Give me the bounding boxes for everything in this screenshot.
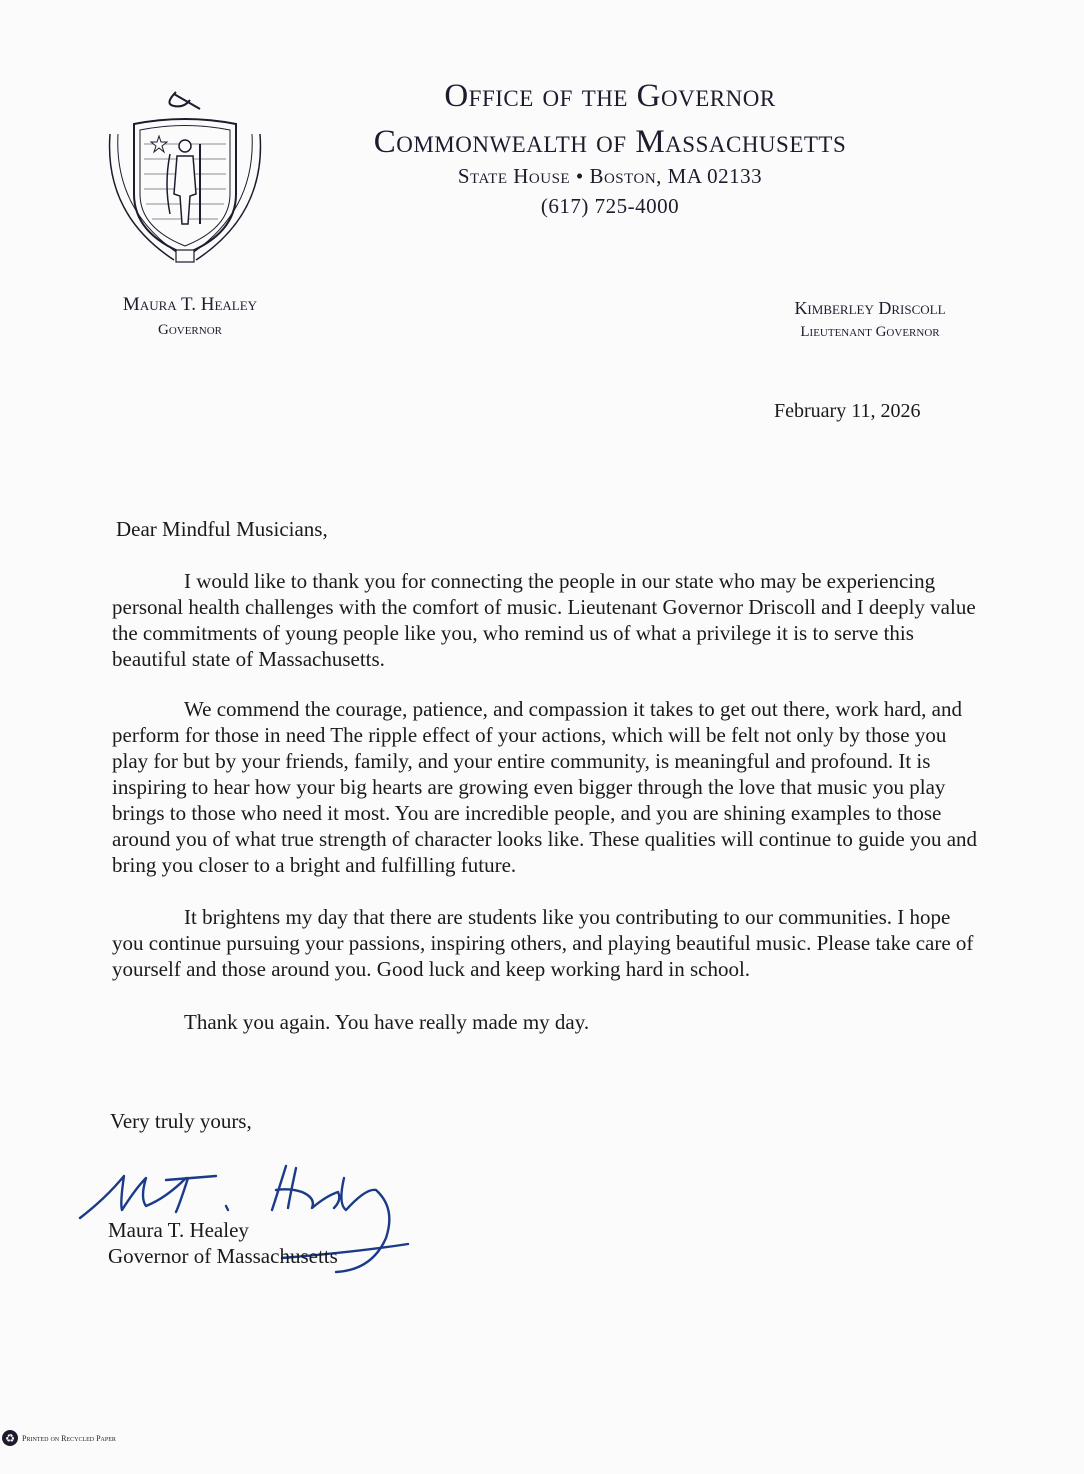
signer-name: Maura T. Healey [108,1218,249,1242]
signer-title: Governor of Massachusetts [108,1244,338,1268]
recycled-paper-note [2,1430,116,1446]
letterhead-commonwealth: Commonwealth of Massachusetts [373,124,847,160]
closing: Very truly yours, [110,1109,252,1133]
body-paragraph: We commend the courage, patience, and compassion it takes to get out there, work hard, and perform for those in need The ripple effect of your actions, which will be felt not only by those you play for but by your friends, family, and your entire community, is meaningful and profound. It is inspiring to hear how your big hearts are growing even bigger through the love that music you play brings to those who need it most. You are incredible people, and you are shining examples to those around you of what true strength of character looks like. These qualities will continue to guide you and bring you closer to a bright and fulfilling future. [112,697,978,877]
body-paragraph: Thank you again. You have really made my day. [184,1010,590,1034]
governor-name: Maura T. Healey [122,294,258,315]
governor-title: Governor [157,322,222,338]
body-paragraph: It brightens my day that there are students like you contributing to our communities. I hope you continue pursuing your passions, inspiring others, and playing beautiful music. Please take care of yourself and those around you. Good luck and keep working hard in school. [112,905,974,981]
salutation: Dear Mindful Musicians, [116,517,328,541]
letterhead-address: State House • Boston, MA 02133 [457,164,763,188]
massachusetts-seal-icon [104,84,266,270]
recycled-label: Printed on Recycled Paper [22,1433,116,1443]
recycle-icon: ♻ [2,1430,18,1446]
body-paragraph: I would like to thank you for connecting the people in our state who may be experiencing personal health challenges with the comfort of music. Lieutenant Governor Driscoll and I deeply value the commitments of young people like you, who remind us of what a privilege it is to serve this beautiful state of Massachusetts. [112,569,976,671]
lt-governor-title: Lieutenant Governor [800,324,940,340]
lt-governor-name: Kimberley Driscoll [794,298,946,318]
letter-date: February 11, 2026 [774,400,921,422]
letterhead-phone: (617) 725-4000 [540,194,680,218]
letterhead-office: Office of the Governor [444,78,776,114]
